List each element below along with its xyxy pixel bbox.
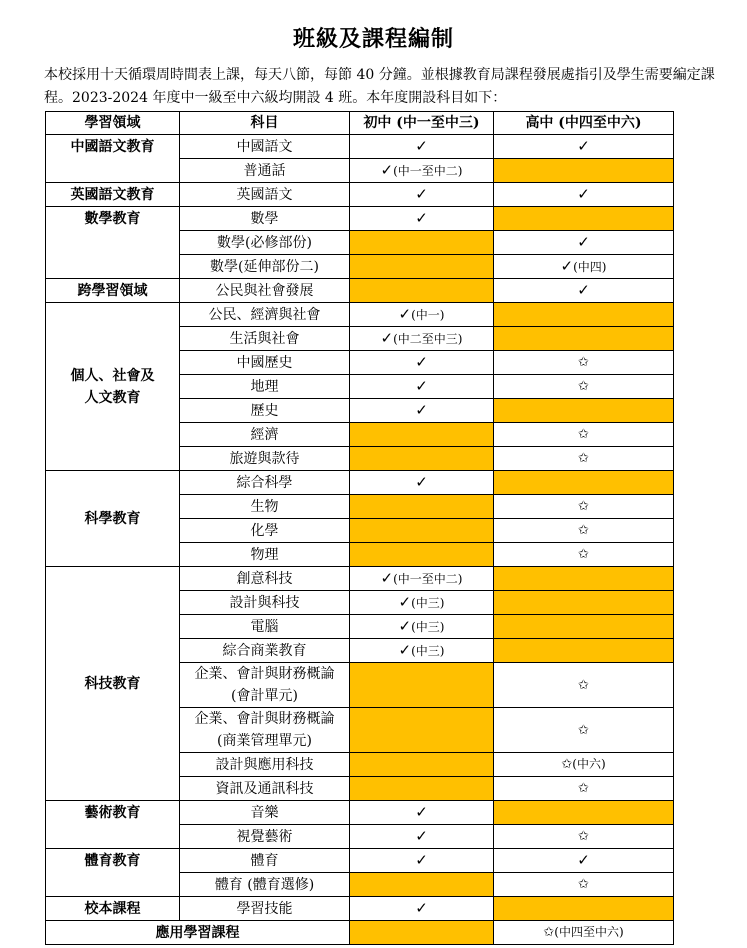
check-icon: ✓ [415, 353, 428, 371]
junior-cell-empty [350, 519, 494, 543]
senior-cell [494, 255, 674, 279]
header-row [46, 112, 674, 135]
star-icon: ✩ [578, 427, 589, 442]
senior-cell [494, 849, 674, 873]
learning-area-cell: 校本課程 [46, 897, 180, 921]
junior-cell-empty [350, 753, 494, 777]
subject-cell: 體育 (體育選修) [180, 873, 350, 897]
star-icon: ✩ [578, 722, 589, 738]
subject-cell: 音樂 [180, 801, 350, 825]
subject-cell: 數學(必修部份) [180, 231, 350, 255]
junior-cell [350, 897, 494, 921]
page-title: 班級及課程編制 [292, 26, 454, 52]
check-icon: ✓ [577, 137, 590, 155]
check-icon: ✓ [577, 281, 590, 299]
learning-area-cell: 中國語文教育 [46, 135, 180, 183]
curriculum-table [45, 111, 674, 945]
learning-area-cell: 藝術教育 [46, 801, 180, 849]
grade-note: (中三) [411, 596, 445, 610]
junior-cell-empty [350, 663, 494, 708]
grade-note: (中六) [572, 757, 606, 771]
check-icon: ✓ [398, 617, 412, 635]
subject-cell: 公民、經濟與社會 [180, 303, 350, 327]
senior-cell [494, 423, 674, 447]
star-icon: ✩ [578, 523, 589, 538]
subject-cell: 普通話 [180, 159, 350, 183]
subject-cell: 資訊及通訊科技 [180, 777, 350, 801]
star-icon: ✩ [578, 451, 589, 466]
junior-cell [350, 567, 494, 591]
senior-cell [494, 777, 674, 801]
senior-cell-empty [494, 567, 674, 591]
check-icon: ✓ [415, 209, 428, 227]
subject-cell: 設計與科技 [180, 591, 350, 615]
check-icon: ✓ [560, 257, 574, 275]
subject-cell: 地理 [180, 375, 350, 399]
table-row [46, 279, 674, 303]
senior-cell-empty [494, 897, 674, 921]
star-icon: ✩ [578, 379, 589, 394]
table-row [46, 849, 674, 873]
senior-cell [494, 279, 674, 303]
junior-cell-empty [350, 423, 494, 447]
junior-cell [350, 801, 494, 825]
junior-cell [350, 303, 494, 327]
check-icon: ✓ [380, 329, 394, 347]
junior-cell [350, 183, 494, 207]
learning-area-cell: 科技教育 [46, 567, 180, 801]
junior-cell [350, 207, 494, 231]
junior-cell [350, 135, 494, 159]
subject-cell: 歷史 [180, 399, 350, 423]
table-row [46, 801, 674, 825]
junior-cell-empty [350, 777, 494, 801]
star-icon: ✩ [578, 877, 589, 892]
senior-cell-empty [494, 303, 674, 327]
senior-cell [494, 825, 674, 849]
check-icon: ✓ [380, 569, 394, 587]
senior-cell-empty [494, 159, 674, 183]
senior-cell [494, 753, 674, 777]
curriculum-table-body [46, 112, 674, 945]
learning-area-cell: 個人、社會及 人文教育 [46, 303, 180, 471]
check-icon: ✓ [415, 803, 428, 821]
junior-cell [350, 375, 494, 399]
star-icon: ✩ [578, 677, 589, 693]
grade-note: (中四) [573, 260, 607, 274]
junior-cell [350, 849, 494, 873]
senior-cell-empty [494, 801, 674, 825]
senior-cell-empty [494, 207, 674, 231]
senior-cell-empty [494, 639, 674, 663]
subject-cell: 經濟 [180, 423, 350, 447]
check-icon: ✓ [380, 161, 394, 179]
senior-cell [494, 183, 674, 207]
subject-cell: 公民與社會發展 [180, 279, 350, 303]
check-icon: ✓ [415, 401, 428, 419]
junior-cell [350, 399, 494, 423]
learning-area-cell: 跨學習領域 [46, 279, 180, 303]
subject-cell: 物理 [180, 543, 350, 567]
senior-cell [494, 351, 674, 375]
table-row [46, 207, 674, 231]
subject-cell: 綜合科學 [180, 471, 350, 495]
senior-cell-empty [494, 615, 674, 639]
subject-cell: 生活與社會 [180, 327, 350, 351]
senior-cell [494, 447, 674, 471]
star-icon: ✩ [578, 547, 589, 562]
subject-cell: 企業、會計與財務概論 (會計單元) [180, 663, 350, 708]
junior-cell [350, 327, 494, 351]
junior-cell [350, 639, 494, 663]
check-icon: ✓ [415, 137, 428, 155]
check-icon: ✓ [415, 899, 428, 917]
applied-learning-cell: 應用學習課程 [46, 921, 350, 945]
junior-cell [350, 471, 494, 495]
subject-cell: 視覺藝術 [180, 825, 350, 849]
star-icon: ✩ [543, 925, 555, 940]
table-row [46, 183, 674, 207]
check-icon: ✓ [398, 641, 412, 659]
learning-area-cell: 體育教育 [46, 849, 180, 897]
grade-note: (中二至中三) [393, 332, 463, 346]
subject-cell: 創意科技 [180, 567, 350, 591]
check-icon: ✓ [398, 593, 412, 611]
senior-cell [494, 135, 674, 159]
grade-note: (中一至中二) [393, 572, 463, 586]
senior-cell-empty [494, 327, 674, 351]
junior-cell-empty [350, 921, 494, 945]
junior-cell-empty [350, 495, 494, 519]
junior-cell [350, 825, 494, 849]
learning-area-cell: 科學教育 [46, 471, 180, 567]
senior-cell [494, 921, 674, 945]
check-icon: ✓ [577, 851, 590, 869]
senior-cell [494, 231, 674, 255]
senior-cell [494, 375, 674, 399]
junior-cell-empty [350, 543, 494, 567]
subject-cell: 電腦 [180, 615, 350, 639]
junior-cell-empty [350, 708, 494, 753]
check-icon: ✓ [415, 827, 428, 845]
table-row [46, 567, 674, 591]
junior-cell-empty [350, 231, 494, 255]
table-row [46, 471, 674, 495]
star-icon: ✩ [578, 781, 589, 796]
check-icon: ✓ [415, 377, 428, 395]
check-icon: ✓ [415, 851, 428, 869]
check-icon: ✓ [398, 305, 412, 323]
table-row [46, 135, 674, 159]
subject-cell: 體育 [180, 849, 350, 873]
senior-cell [494, 708, 674, 753]
header-senior: 高中 (中四至中六) [494, 112, 674, 135]
senior-cell-empty [494, 399, 674, 423]
subject-cell: 設計與應用科技 [180, 753, 350, 777]
grade-note: (中三) [411, 644, 445, 658]
learning-area-cell: 英國語文教育 [46, 183, 180, 207]
header-area: 學習領域 [46, 112, 180, 135]
junior-cell-empty [350, 255, 494, 279]
junior-cell-empty [350, 873, 494, 897]
junior-cell-empty [350, 279, 494, 303]
senior-cell-empty [494, 471, 674, 495]
header-junior: 初中 (中一至中三) [350, 112, 494, 135]
learning-area-cell: 數學教育 [46, 207, 180, 279]
subject-cell: 數學(延伸部份二) [180, 255, 350, 279]
check-icon: ✓ [577, 185, 590, 203]
star-icon: ✩ [578, 355, 589, 370]
senior-cell [494, 519, 674, 543]
senior-cell [494, 543, 674, 567]
header-subject: 科目 [180, 112, 350, 135]
senior-cell-empty [494, 591, 674, 615]
check-icon: ✓ [577, 233, 590, 251]
junior-cell [350, 615, 494, 639]
grade-note: (中一) [411, 308, 445, 322]
applied-learning-row [46, 921, 674, 945]
table-row [46, 897, 674, 921]
subject-cell: 中國語文 [180, 135, 350, 159]
grade-note: (中三) [411, 620, 445, 634]
star-icon: ✩ [561, 757, 573, 772]
subject-cell: 學習技能 [180, 897, 350, 921]
subject-cell: 英國語文 [180, 183, 350, 207]
table-row [46, 303, 674, 327]
junior-cell [350, 351, 494, 375]
senior-cell [494, 873, 674, 897]
subject-cell: 數學 [180, 207, 350, 231]
grade-note: (中一至中二) [393, 164, 463, 178]
subject-cell: 中國歷史 [180, 351, 350, 375]
check-icon: ✓ [415, 473, 428, 491]
subject-cell: 企業、會計與財務概論 (商業管理單元) [180, 708, 350, 753]
junior-cell-empty [350, 447, 494, 471]
star-icon: ✩ [578, 829, 589, 844]
subject-cell: 旅遊與款待 [180, 447, 350, 471]
grade-note: (中四至中六) [554, 925, 624, 939]
subject-cell: 化學 [180, 519, 350, 543]
junior-cell [350, 591, 494, 615]
subject-cell: 綜合商業教育 [180, 639, 350, 663]
junior-cell [350, 159, 494, 183]
check-icon: ✓ [415, 185, 428, 203]
subject-cell: 生物 [180, 495, 350, 519]
senior-cell [494, 495, 674, 519]
intro-paragraph: 本校採用十天循環周時間表上課，每天八節，每節 40 分鐘。並根據教育局課程發展處指引及學生需要編定課程。2023-2024 年度中一級至中六級均開設 4 班。本年度開設科目如下： [44, 67, 715, 106]
senior-cell [494, 663, 674, 708]
star-icon: ✩ [578, 499, 589, 514]
